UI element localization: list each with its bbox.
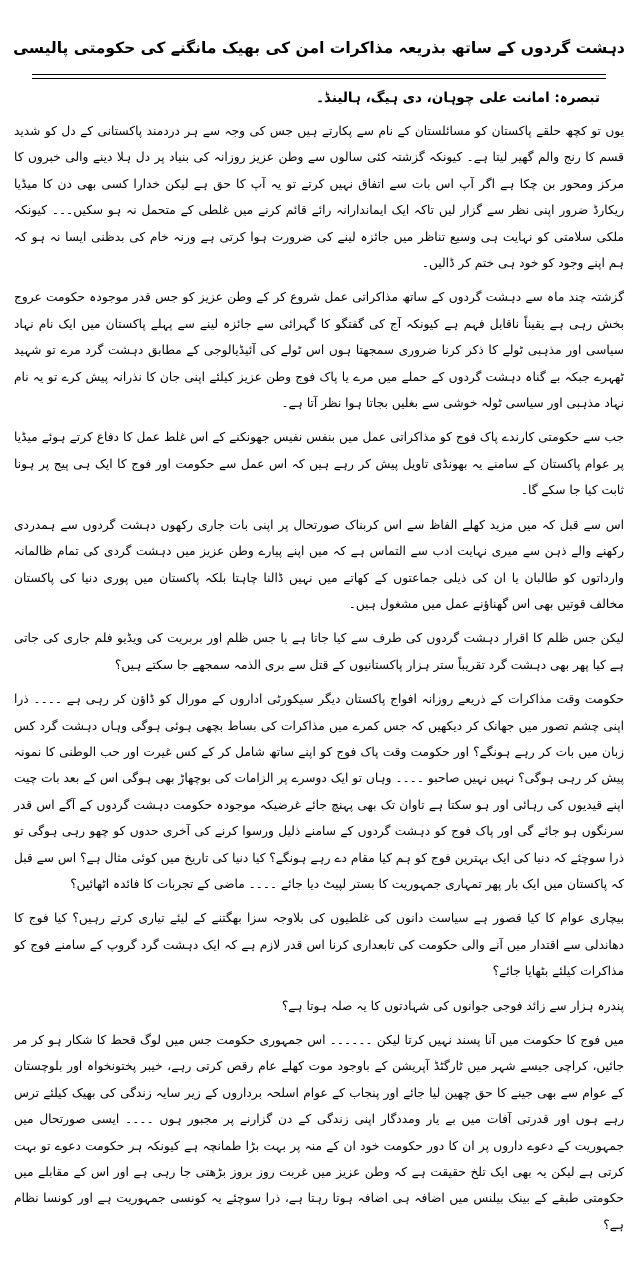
paragraph: لیکن جس ظلم کا اقرار دہشت گردوں کی طرف سے کیا جاتا ہے یا جس ظلم اور بربریت کی ویڈیو فلم جاری کی جاتی ہے کیا پھر بھی دہشت گرد تقریباً ستر ہزار پاکستانیوں کے قتل سے بری الذمہ سمجھے جا سکتے ہیں؟ [14,631,624,672]
paragraph: حکومت وقت مذاکرات کے ذریعے روزانہ افواج پاکستان دیگر سیکورٹی اداروں کے مورال کو ڈاؤن کر رہی ہے ۔۔۔۔ ذرا اپنی چشم تصور میں جھانک کر دیکھیں کہ جس کمرے میں مذاکرات کی بساط بچھی ہوئی ہوگی وہاں دہشت گرد کس زبان میں بات کر رہے ہونگے؟ اور حکومت وقت پاک فوج کو اپنے ساتھ شامل کر کے کس غیرت اور حب الوطنی کا نمونہ پیش کر رہی ہوگی؟ نہیں نہیں صاحبو ۔۔۔۔ وہاں تو ایک دوسرے پر الزامات کی بوچھاڑ بھی ہوگی اس کے بعد بات چیت اپنے قیدیوں کی رہائی اور ہو سکتا ہے تاوان تک بھی پہنچ جائے غرضیکہ موجودہ حکومت دہشت گردوں کے آگے اس قدر سرنگوں ہو جائے گی اور پاک فوج کو دہشت گردوں کے سامنے ذلیل ورسوا کرنے کی آخری حدوں کو چھو رہی ہوگی تو ذرا سوچئے کہ دنیا کی ایک بہترین فوج کو ہم کیا مقام دے رہے ہونگے؟ کیا دنیا کی تاریخ میں کوئی مثال ہے؟ اس سے قبل کہ پاکستان میں ایک بار پھر تمہاری جمہوریت کا بستر لپیٹ دیا جائے ۔۔۔۔ ماضی کے تجربات کا فائدہ اٹھائیں؟ [14,692,624,891]
paragraph: گزشتہ چند ماہ سے دہشت گردوں کے ساتھ مذاکراتی عمل شروع کر کے وطن عزیز کو جس قدر موجودہ حکومت عروج بخش رہی ہے یقیناً ناقابل فہم ہے کیونکہ آج کی گفتگو کا گہرائی سے جائزہ لینے سے پہلے پاکستان میں ایک نام نہاد سیاسی اور مذہبی ٹولے کا ذکر کرنا ضروری سمجھتا ہوں اس ٹولے کی آئیڈیالوجی کے مطابق دہشت گرد مرے تو شہید ٹھہرے جبکہ بے گناہ دہشت گردوں کے حملے میں مرے یا پاک فوج وطن عزیز کیلئے اپنی جان کا نذرانہ پیش کرے تو یہ نام نہاد مذہبی اور سیاسی ٹولہ خوشی سے بغلیں بجاتا ہوا نظر آتا ہے۔ [14,290,624,411]
paragraph: جب سے حکومتی کارندے پاک فوج کو مذاکراتی عمل میں بنفس نفیس جھونکنے کے اس غلط عمل کا دفاع کرتے ہوئے میڈیا پر عوام پاکستان کے سامنے یہ بھونڈی تاویل پیش کر رہے ہیں کہ اس عمل سے حکومت اور فوج کا ایک ہی پیج پر ہونا ثابت کیا جا سکے گا۔ [14,430,624,498]
paragraph: میں فوج کا حکومت میں آنا پسند نہیں کرتا لیکن ۔۔۔۔۔۔ اس جمہوری حکومت جس میں لوگ قحط کا شکار ہو کر مر جائیں، کراچی جیسے شہر میں ٹارگٹڈ آپریشن کے باوجود موت کھلے عام رقص کرتی رہے، خیبر پختونخواہ اور بلوچستان کے عوام سے بھی جینے کا حق چھین لیا جائے اور پنجاب کے عوام اسلحہ برداروں کے زیر سایہ زندگی کی بھیک کیلئے ترس رہے ہوں اور قدرتی آفات میں بے یار ومددگار اپنی زندگی کے دن گزارنے پر مجبور ہوں ۔۔۔۔ ایسی صورتحال میں جمہوریت کے دعوے داروں پر ان کا دور حکومت خود ان کے منہ پر بہت بڑا طمانچہ ہے کیونکہ ہر حکومت دعوے تو بہت کرتی ہے لیکن یہ بھی ایک تلخ حقیقت ہے کہ وطن عزیز میں غربت روز بروز بڑھتی جا رہی ہے اور اس کے مقابلے میں حکومتی طبقے کے بینک بیلنس میں اضافہ ہی اضافہ ہوتا رہتا ہے، ذرا سوچئے یہ کونسی جمہوریت ہے اور کونسا نظام ہے؟ [14,1033,624,1232]
paragraph: بیچاری عوام کا کیا قصور ہے سیاست دانوں کی غلطیوں کی بلاوجہ سزا بھگتنے کے لیئے تیاری کرتے رہیں؟ کیا فوج کا دھاندلی سے اقتدار میں آنے والی حکومت کی تابعداری کرنا اس قدر لازم ہے کہ ایک دہشت گرد گروپ کے سامنے فوج کو مذاکرات کیلئے بٹھایا جائے؟ [14,911,624,979]
article-title: دہشت گردوں کے ساتھ بذریعہ مذاکرات امن کی بھیک مانگنے کی حکومتی پالیسی [13,39,625,58]
title-divider-top [32,74,606,75]
title-divider-bottom [32,78,606,79]
article-body [14,118,624,1238]
paragraph: اس سے قبل کہ میں مزید کھلے الفاظ سے اس کربناک صورتحال پر اپنی بات جاری رکھوں دہشت گردوں سے ہمدردی رکھنے والے ذہن سے میری نہایت ادب سے التماس ہے کہ میں اپنے پیارے وطن عزیز میں دہشت گردی کی تمام ظالمانہ وارداتوں کو طالبان یا ان کی ذیلی جماعتوں کے کھاتے میں نہیں ڈالنا چاہتا بلکہ پاکستان میں پوری دنیا کی پاکستان مخالف قوتیں بھی اس گھناؤنے عمل میں مشغول ہیں۔ [14,517,624,611]
article-byline: تبصرہ: امانت علی چوہان، دی ہیگ، ہالینڈ۔ [316,90,600,106]
paragraph: پندرہ ہزار سے زائد فوجی جوانوں کی شہادتوں کا یہ صلہ ہوتا ہے؟ [281,998,624,1013]
paragraph: یوں تو کچھ حلقے پاکستان کو مسائلستان کے نام سے پکارتے ہیں جس کی وجہ سے ہر دردمند پاکستانی کے دل کو شدید قسم کا رنج والم گھیر لیتا ہے۔ کیونکہ گزشتہ کئی سالوں سے وطن عزیز روزانہ کی بنیاد پر دل ہلا دینے والی خبروں کا مرکز ومحور بن چکا ہے اگر آپ اس بات سے اتفاق نہیں کرتے تو یہ آپ کا حق ہے لیکن خدارا کسی بھی دن کا میڈیا ریکارڈ ضرور اپنی نظر سے گزار لیں تاکہ ایک ایماندارانہ رائے قائم کرنے میں غلطی کے متحمل نہ ہو سکیں۔۔۔ کیونکہ ملکی سلامتی کو نہایت ہی وسیع تناظر میں جائزہ لینے کی ضرورت ہوا کرتی ہے ورنہ خام کی بدظنی ایسا نہ ہو کہ ہم اپنے وجود کو خود ہی ختم کر ڈالیں۔ [14,124,624,271]
